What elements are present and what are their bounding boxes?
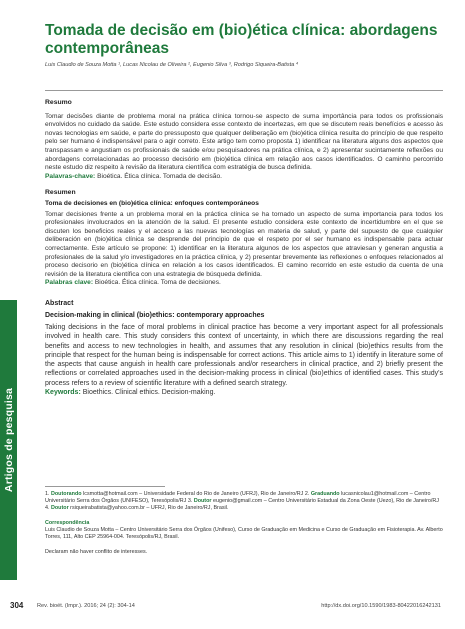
note-4-degree: Doutor — [51, 505, 69, 511]
correspondence-text: Luis Claudio de Souza Motta – Centro Universitário Serra dos Órgãos (Unifeso), Curso de Graduação em Medicina e Curso de Graduação em Fisioterapia. Av. Alberto Torres, 111, Alto CEP 25964-004. Teresópolis/RJ, Brasil. — [45, 527, 443, 540]
note-1-number: 1. — [45, 491, 50, 497]
resumen-text: Tomar decisiones frente a un problema moral en la práctica clínica se ha tornado un aspecto de suma importancia para todos los profesionales involucrados en la atención de la salud. El presente estudio considera este contexto de incertidumbre en el que se discuten los beneficios reales y el acceso a las nuevas tecnologías en materia de salud, y parte del supuesto de que cualquier deliberación en (bio)ética clínica se desprende del principio de que el respeto por el ser humano es indispensable para actuar correctamente. Este artículo se propone: 1) identificar en la literatura algunos de los aspectos que atraviesan y generan angustia a profesionales de la salud y/o investigadores en la práctica clínica, y 2) presentar brevemente las reflexiones o enfoques relacionados al proceso decisorio en (bio)ética clínica en relación a los casos identificados. El camino recorrido en este estudio da cuenta de una revisión de la literatura científica con una estrategia de búsqueda definida. — [45, 210, 443, 278]
resumo-keywords-label: Palavras-chave: — [45, 172, 96, 180]
resumen-section — [45, 189, 443, 288]
abstract-section — [45, 299, 443, 397]
conflict-declaration: Declaram não haver conflito de interesses. — [45, 549, 148, 555]
section-tab — [0, 300, 17, 580]
footnote-divider — [45, 486, 165, 487]
resumen-keywords-label: Palabras clave: — [45, 279, 94, 287]
note-4-text: rsiqueirabatista@yahoo.com.br – UFRJ, Rio de Janeiro/RJ, Brasil. — [70, 505, 229, 511]
doi-link[interactable]: http://dx.doi.org/10.1590/1983-80422016242131 — [321, 603, 441, 609]
affiliation-notes — [45, 491, 443, 512]
author-list: Luis Claudio de Souza Motta ¹, Lucas Nicolau de Oliveira ², Eugenio Silva ³, Rodrigo Siqueira-Batista ⁴ — [45, 62, 299, 68]
article-page — [45, 22, 443, 397]
resumen-keywords — [45, 279, 443, 288]
resumen-heading: Resumen — [45, 189, 76, 197]
note-3-text: eugenio@gmail.com – Centro Universitário Estadual da Zona Oeste (Uezo), Rio de Janeiro/RJ — [212, 498, 439, 504]
abstract-keywords-text: Bioethics. Clinical ethics. Decision-making. — [82, 388, 216, 396]
abstract-subtitle: Decision-making in clinical (bio)ethics: contemporary approaches — [45, 312, 265, 320]
page-number: 304 — [10, 601, 24, 610]
resumo-section — [45, 99, 443, 181]
resumo-heading: Resumo — [45, 99, 72, 106]
note-1-text: lcsmotta@hotmail.com – Universidade Federal do Rio de Janeiro (UFRJ), Rio de Janeiro/RJ — [83, 491, 304, 497]
page-footer — [0, 601, 465, 615]
correspondence-heading: Correspondência — [45, 520, 90, 526]
resumo-keywords-text: Bioética. Ética clínica. Tomada de decisão. — [97, 172, 222, 180]
article-title: Tomada de decisão em (bio)ética clínica: abordagens contemporâneas — [45, 22, 438, 57]
note-3-number: 3. — [187, 498, 193, 504]
abstract-text: Taking decisions in the face of moral problems in clinical practice has become a very important aspect for all professionals involved in health care. This study considers this context of uncertainty, in which there are discussions regarding the real benefits and access to new technologies in health, and assumes that any resolution in clinical (bio)ethics results from the principle that respect for the human being is indispensable for correct actions. This article aims to 1) identify in literature some of the aspects that cause anguish in health care professionals and/or researchers in clinical practice, and 2) briefly present the reflections or correlated approaches used in the decision-making process in clinical (bio)ethics of identified cases. This study's process refers to a review of scientific literature with a defined search strategy. — [45, 324, 443, 387]
abstract-keywords — [45, 388, 443, 397]
note-3-degree: Doutor — [193, 498, 212, 504]
note-1-degree: Doutorando — [51, 491, 82, 497]
note-4-number: 4. — [45, 505, 50, 511]
abstract-keywords-label: Keywords: — [45, 388, 81, 396]
resumo-keywords — [45, 173, 443, 182]
resumo-text: Tomar decisões diante de problema moral na prática clínica tornou-se aspecto de suma importância para todos os profissionais envolvidos no cuidado da saúde. Este estudo considera esse contexto de incertezas, em que se discutem reais benefícios e acesso às novas tecnologias em saúde, e parte do pressuposto que qualquer deliberação em (bio)ética clínica resulta do princípio de que respeito pelo ser humano é indispensável para o agir correto. Este artigo tem como proposta 1) identificar na literatura alguns dos aspectos que transpassam e angustiam os profissionais de saúde e/ou pesquisadores na prática clínica, e 2) apresentar sucintamente reflexões ou abordagens correlacionadas ao processo decisório em (bio)ética clínica em relação aos casos identificados. O caminho percorrido neste estudo diz respeito à revisão da literatura científica com estratégia de busca definida. — [45, 112, 443, 172]
section-tab-label: Artigos de pesquisa — [2, 387, 15, 493]
note-2-degree: Graduando — [310, 491, 340, 497]
footnotes — [45, 486, 443, 556]
correspondence — [45, 520, 443, 541]
abstract-heading: Abstract — [45, 299, 74, 307]
journal-citation: Rev. bioét. (Impr.). 2016; 24 (2): 304-14 — [37, 603, 135, 609]
note-2-text: lucasnicolau1@hotmail.com – Centro Universitário Serra dos Órgãos (UNIFESO), Teresópolis/RJ — [45, 491, 431, 504]
note-2-number: 2. — [304, 491, 310, 497]
resumen-keywords-text: Bioética. Ética clínica. Toma de decisiones. — [94, 279, 221, 287]
resumen-subtitle: Toma de decisiones en (bio)ética clínica: enfoques contemporáneos — [45, 199, 259, 207]
header-divider — [45, 90, 443, 91]
